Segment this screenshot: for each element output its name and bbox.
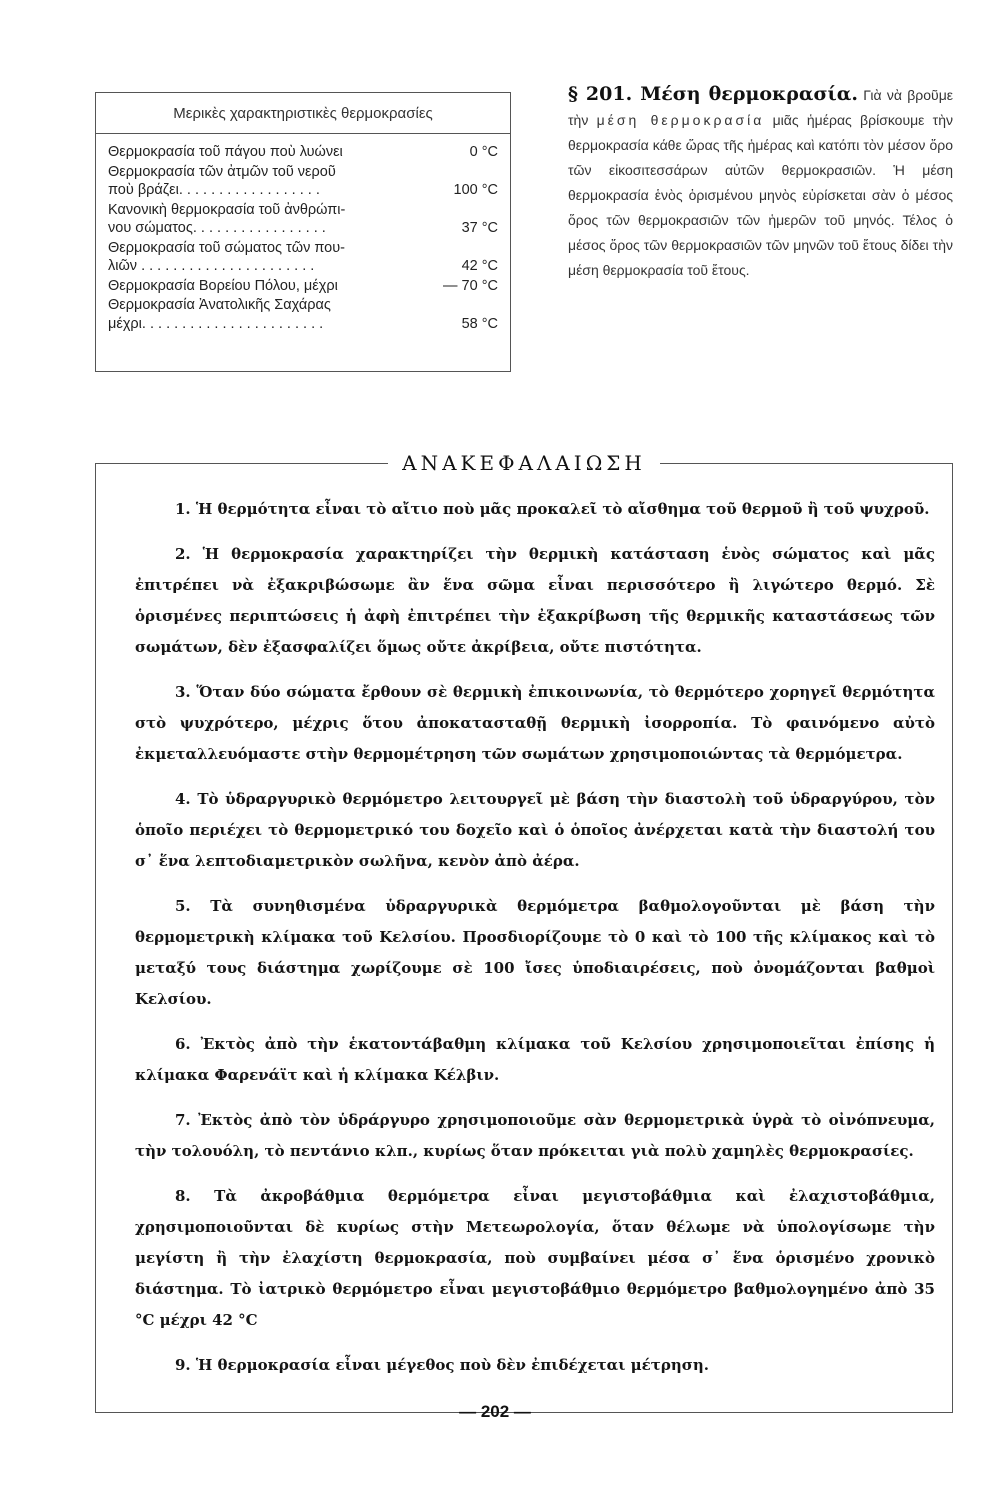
temperature-value: — 70 °C [443,277,498,294]
summary-list [135,494,935,1395]
temperature-label: Θερμοκρασία τοῦ πάγου ποὺ λυώνει [108,144,343,160]
temperature-value: 0 °C [469,144,498,160]
summary-item: 4. Τὸ ὑδραργυρικὸ θερμόμετρο λειτουργεῖ μὲ βάση τὴν διαστολὴ τοῦ ὑδραργύρου, τὸν ὁποῖο περιέχει τὸ θερμομετρικό του δοχεῖο καὶ ὁ ὁποῖος ἀνέρχεται κατὰ τὴν διαστολή του σ᾽ ἕνα λεπτοδιαμετρικὸν σωλῆνα, κενὸν ἀπὸ ἀέρα. [135,790,935,870]
section-term: μέση θερμοκρασία [596,112,765,128]
temperature-value: 37 °C [461,220,498,236]
section-heading: § 201. Μέση θερμοκρασία. [568,83,858,105]
temperature-value: 42 °C [461,258,498,274]
summary-item: 2. Ἡ θερμοκρασία χαρακτηρίζει τὴν θερμικὴ κατάσταση ἑνὸς σώματος καὶ μᾶς ἐπιτρέπει νὰ ἐξακριβώσωμε ἂν ἕνα σῶμα εἶναι περισσότερο ἢ λιγώτερο θερμό. Σὲ ὁρισμένες περιπτώσεις ἡ ἀφὴ ἐπιτρέπει τὴν ἐξακρίβωση τῆς θερμικῆς καταστάσεως τῶν σωμάτων, δὲν ἐξασφαλίζει ὅμως οὔτε ἀκρίβεια, οὔτε πιστότητα. [135,545,935,656]
temperature-label: Κανονικὴ θερμοκρασία τοῦ ἀνθρώπι- νου σώματος. . . . . . . . . . . . . . . . . [108,201,346,236]
temperature-row [108,296,498,333]
temperature-row [108,239,498,276]
temperatures-table-title: Μερικὲς χαρακτηριστικὲς θερμοκρασίες [96,93,510,134]
summary-item: 5. Τὰ συνηθισμένα ὑδραργυρικὰ θερμόμετρα βαθμολογοῦνται μὲ βάση τὴν θερμομετρικὴ κλίμακα τοῦ Κελσίου. Προσδιορίζουμε τὸ 0 καὶ τὸ 100 τῆς κλίμακος καὶ τὸ μεταξύ τους διάστημα χωρίζουμε σὲ 100 ἴσες ὑποδιαιρέσεις, ποὺ ὀνομάζονται βαθμοὶ Κελσίου. [135,897,935,1008]
section-201 [568,82,953,283]
header-rule-left [95,463,388,464]
section-text-start: Γιὰ νὰ βροῦμε τὴν [568,87,953,128]
summary-item: 8. Τὰ ἀκροβάθμια θερμόμετρα εἶναι μεγιστοβάθμια καὶ ἐλαχιστοβάθμια, χρησιμοποιοῦνται δὲ κυρίως στὴν Μετεωρολογία, ὅταν θέλωμε νὰ ὑπολογίσωμε τὴν μεγίστη ἢ τὴν ἐλαχίστη θερμοκρασία, ποὺ συμβαίνει μέσα σ᾽ ἕνα ὁρισμένο χρονικὸ διάστημα. Τὸ ἰατρικὸ θερμόμετρο εἶναι μεγιστοβάθμιο θερμόμετρο βαθμολογημένο ἀπὸ 35 °C μέχρι 42 °C [135,1187,935,1329]
summary-item: 7. Ἐκτὸς ἀπὸ τὸν ὑδράργυρο χρησιμοποιοῦμε σὰν θερμομετρικὰ ὑγρὰ τὸ οἰνόπνευμα, τὴν τολουόλη, τὸ πεντάνιο κλπ., κυρίως ὅταν πρόκειται γιὰ πολὺ χαμηλὲς θερμοκρασίες. [135,1111,935,1160]
summary-item: 9. Ἡ θερμοκρασία εἶναι μέγεθος ποὺ δὲν ἐπιδέχεται μέτρηση. [175,1356,709,1374]
temperature-label: Θερμοκρασία Ἀνατολικῆς Σαχάρας μέχρι. . . . . . . . . . . . . . . . . . . . . . . [108,297,331,332]
temperature-row [108,143,498,162]
header-rule-right [660,463,953,464]
page-number: — 202 — [459,1402,531,1421]
temperature-label: Θερμοκρασία Βορείου Πόλου, μέχρι [108,277,338,294]
temperature-value: 100 °C [453,182,498,198]
temperature-row [108,277,498,296]
summary-header [95,448,953,478]
summary-title: ΑΝΑΚΕΦΑΛΑΙΩΣΗ [402,451,646,475]
temperature-label: Θερμοκρασία τοῦ σώματος τῶν που- λιῶν . . . . . . . . . . . . . . . . . . . . . . [108,239,345,274]
summary-item: 1. Ἡ θερμότητα εἶναι τὸ αἴτιο ποὺ μᾶς προκαλεῖ τὸ αἴσθημα τοῦ θερμοῦ ἢ τοῦ ψυχροῦ. [175,500,930,518]
temperature-value: 58 °C [461,315,498,332]
temperature-row [108,201,498,238]
summary-item: 3. Ὅταν δύο σώματα ἔρθουν σὲ θερμικὴ ἐπικοινωνία, τὸ θερμότερο χορηγεῖ θερμότητα στὸ ψυχρότερο, μέχρις ὅτου ἀποκατασταθῇ θερμικὴ ἰσορροπία. Τὸ φαινόμενο αὐτὸ ἐκμεταλλευόμαστε στὴν θερμομέτρηση τῶν σωμάτων χρησιμοποιώντας τὰ θερμόμετρα. [135,683,935,763]
temperatures-table [95,92,511,372]
section-text-end: μιᾶς ἡμέρας βρίσκουμε τὴν θερμοκρασία κάθε ὥρας τῆς ἡμέρας καὶ κατόπι τὸν μέσον ὅρο τῶν εἰκοσιτεσσάρων αὐτῶν θερμοκρασιῶν. Ἡ μέση θερμοκρασία ἑνὸς ὁρισμένου μηνὸς εὑρίσκεται σὰν ὁ μέσος ὅρος τῶν θερμοκρασιῶν τῶν ἡμερῶν τοῦ μηνός. Τέλος ὁ μέσος ὅρος τῶν θερμοκρασιῶν τῶν μηνῶν τοῦ ἔτους δίδει τὴν μέση θερμοκρασία τοῦ ἔτους. [568,112,953,278]
temperature-label: Θερμοκρασία τῶν ἀτμῶν τοῦ νεροῦ ποὺ βράζει. . . . . . . . . . . . . . . . . . [108,163,336,198]
summary-item: 6. Ἐκτὸς ἀπὸ τὴν ἑκατοντάβαθμη κλίμακα τοῦ Κελσίου χρησιμοποιεῖται ἐπίσης ἡ κλίμακα Φαρενάϊτ καὶ ἡ κλίμακα Κέλβιν. [135,1035,935,1084]
temperature-row [108,163,498,200]
